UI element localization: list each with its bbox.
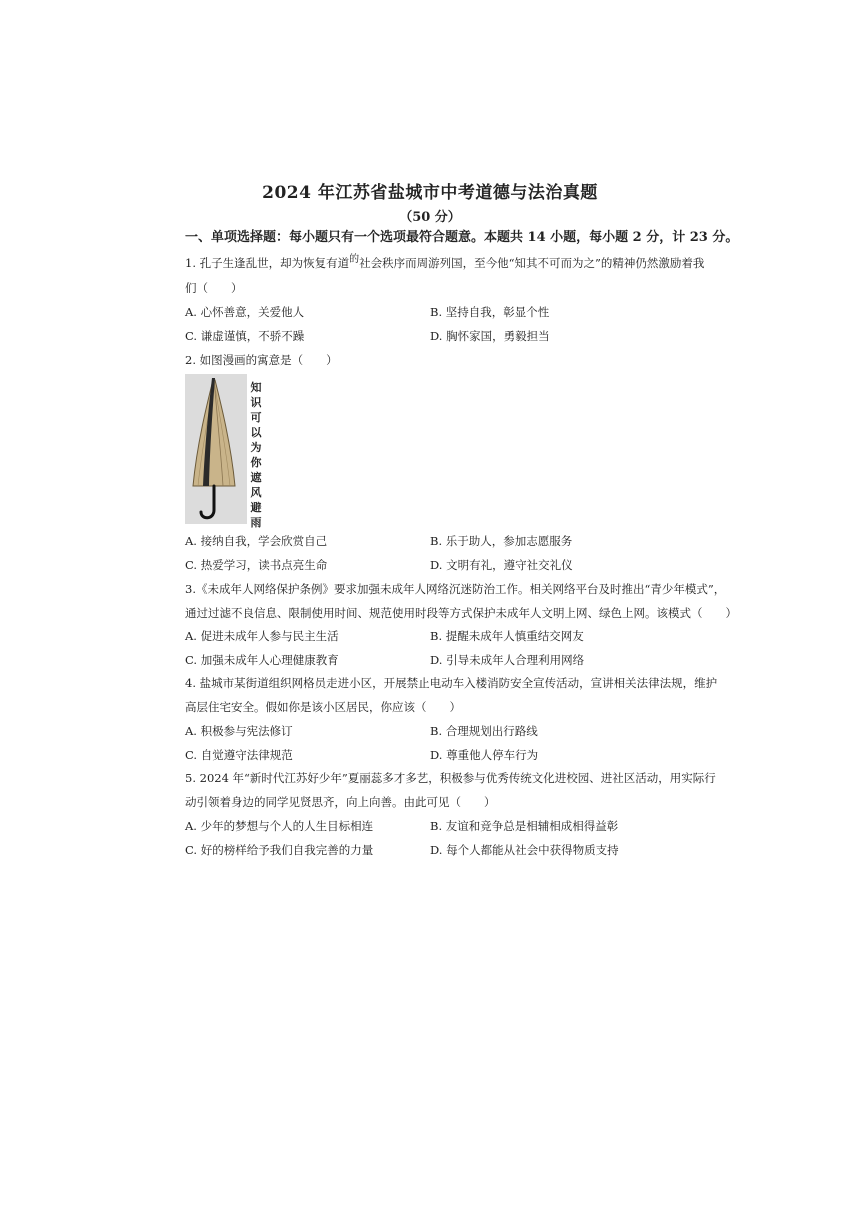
q1-option-b[interactable]: B. 坚持自我，彰显个性 xyxy=(430,305,550,319)
caption-char: 遮 xyxy=(250,471,262,484)
q3-stem-line2: 通过过滤不良信息、限制使用时间、规范使用时段等方式保护未成年人文明上网、绿色上网。该模式（ ） xyxy=(185,606,737,620)
caption-char: 识 xyxy=(250,396,262,409)
cartoon-caption xyxy=(249,380,263,530)
q2-option-a[interactable]: A. 接纳自我，学会欣赏自己 xyxy=(185,534,328,548)
caption-char: 雨 xyxy=(250,516,262,529)
q5-option-a[interactable]: A. 少年的梦想与个人的人生目标相连 xyxy=(185,819,374,833)
q2-option-d[interactable]: D. 文明有礼，遵守社交礼仪 xyxy=(430,558,573,572)
q3-option-a[interactable]: A. 促进未成年人参与民主生活 xyxy=(185,629,339,643)
q4-stem-line2: 高层住宅安全。假如你是该小区居民，你应该（ ） xyxy=(185,700,461,714)
q2-option-c[interactable]: C. 热爱学习，读书点亮生命 xyxy=(185,558,328,572)
q5-option-d[interactable]: D. 每个人都能从社会中获得物质支持 xyxy=(430,843,619,857)
q4-option-a[interactable]: A. 积极参与宪法修订 xyxy=(185,724,293,738)
q3-option-c[interactable]: C. 加强未成年人心理健康教育 xyxy=(185,653,339,667)
caption-char: 你 xyxy=(250,456,262,469)
total-score: （50 分） xyxy=(399,210,461,225)
q1-option-d[interactable]: D. 胸怀家国，勇毅担当 xyxy=(430,329,550,343)
q3-option-d[interactable]: D. 引导未成年人合理利用网络 xyxy=(430,653,585,667)
caption-char: 可 xyxy=(250,411,262,424)
q5-stem-line1: 5. 2024 年“新时代江苏好少年”夏丽蕊多才多艺，积极参与优秀传统文化进校园、进社区活动，用实际行 xyxy=(185,771,716,785)
caption-char: 以 xyxy=(250,426,262,439)
q4-option-d[interactable]: D. 尊重他人停车行为 xyxy=(430,748,539,762)
caption-char: 避 xyxy=(250,501,262,514)
q5-option-b[interactable]: B. 友谊和竞争总是相辅相成相得益彰 xyxy=(430,819,619,833)
q5-option-c[interactable]: C. 好的榜样给予我们自我完善的力量 xyxy=(185,843,374,857)
q3-stem-line1: 3.《未成年人网络保护条例》要求加强未成年人网络沉迷防治工作。相关网络平台及时推出“青少年模式”， xyxy=(185,582,726,596)
q1-stem-line2: 们（ ） xyxy=(185,281,243,295)
cartoon-background xyxy=(185,374,247,524)
caption-char: 为 xyxy=(250,441,262,454)
q2-stem: 2. 如图漫画的寓意是（ ） xyxy=(185,353,338,367)
q4-option-b[interactable]: B. 合理规划出行路线 xyxy=(430,724,538,738)
caption-char: 知 xyxy=(250,381,262,394)
umbrella-book-cartoon xyxy=(185,374,265,529)
q1-stem-sup: 的 xyxy=(349,254,360,265)
q2-option-b[interactable]: B. 乐于助人，参加志愿服务 xyxy=(430,534,573,548)
q1-stem-line1 xyxy=(185,255,704,271)
q1-stem-post: 社会秩序而周游列国，至今他“知其不可而为之”的精神仍然激励着我 xyxy=(359,256,705,270)
q4-stem-line1: 4. 盐城市某街道组织网格员走进小区，开展禁止电动车入楼消防安全宣传活动，宣讲相关法律法规，维护 xyxy=(185,676,718,690)
q4-option-c[interactable]: C. 自觉遵守法律规范 xyxy=(185,748,293,762)
q1-option-c[interactable]: C. 谦虚谨慎，不骄不躁 xyxy=(185,329,305,343)
q1-option-a[interactable]: A. 心怀善意，关爱他人 xyxy=(185,305,305,319)
q1-stem-pre: 1. 孔子生逢乱世，却为恢复有道 xyxy=(185,256,350,270)
section-heading: 一、单项选择题：每小题只有一个选项最符合题意。本题共 14 小题，每小题 2 分，计 23 分。 xyxy=(185,230,739,245)
caption-char: 风 xyxy=(250,486,262,499)
umbrella-book-icon xyxy=(185,374,247,524)
q3-option-b[interactable]: B. 提醒未成年人慎重结交网友 xyxy=(430,629,584,643)
q5-stem-line2: 动引领着身边的同学见贤思齐，向上向善。由此可见（ ） xyxy=(185,795,496,809)
page-title: 2024 年江苏省盐城市中考道德与法治真题 xyxy=(262,183,598,203)
